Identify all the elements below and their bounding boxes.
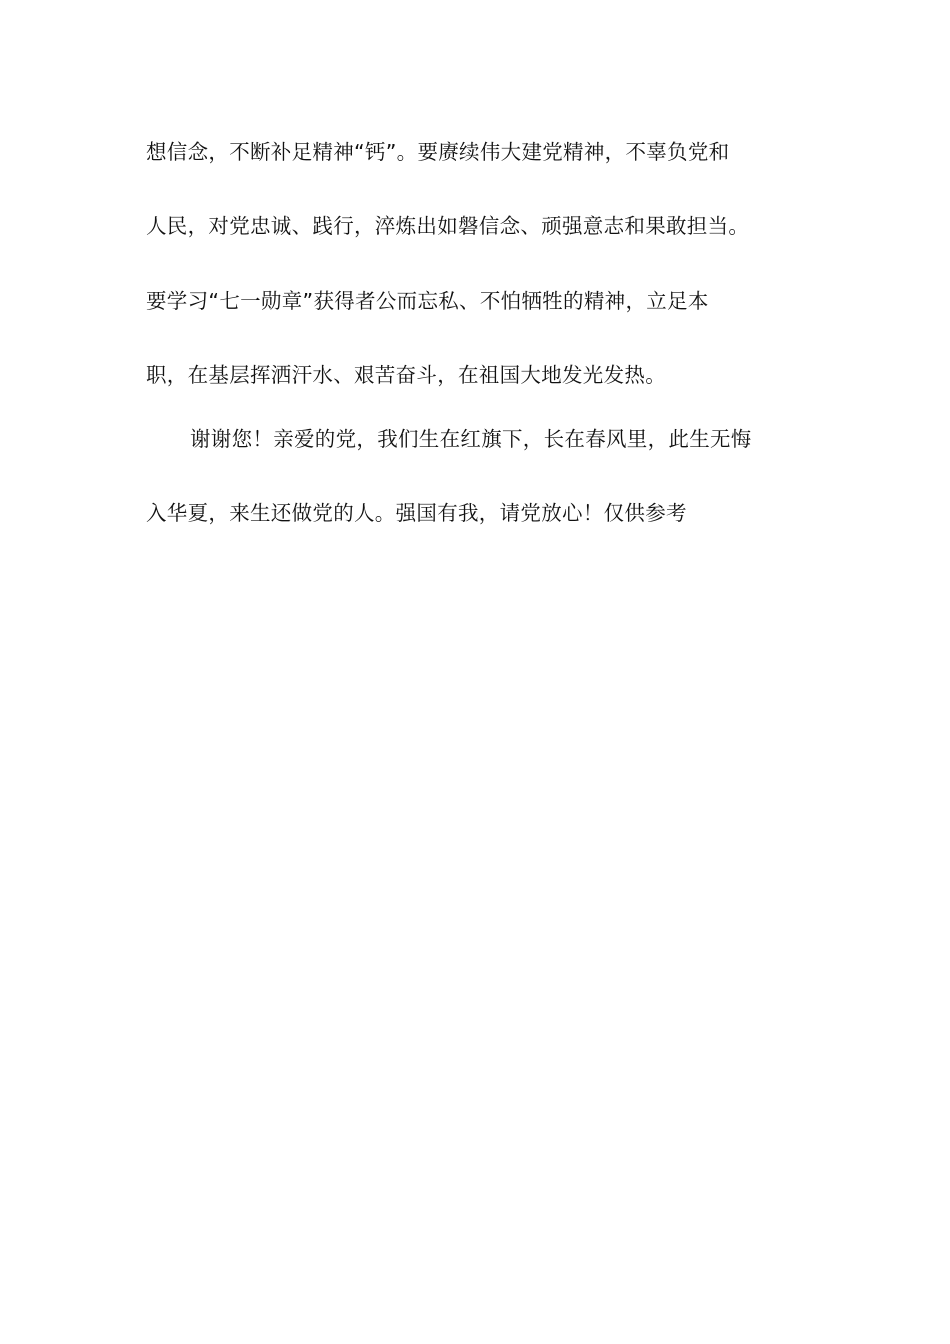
paragraph-line-6: 入华夏，来生还做党的人。强国有我，请党放心！仅供参考 [146,501,687,525]
paragraph-line-1: 想信念，不断补足精神“钙”。要赓续伟大建党精神，不辜负党和 [146,140,730,164]
paragraph-line-3: 要学习“七一勋章”获得者公而忘私、不怕牺牲的精神，立足本 [146,289,709,313]
paragraph-line-5: 谢谢您！亲爱的党，我们生在红旗下，长在春风里，此生无悔 [190,427,752,451]
paragraph-line-4: 职，在基层挥洒汗水、艰苦奋斗，在祖国大地发光发热。 [146,363,666,387]
paragraph-line-2: 人民，对党忠诚、践行，淬炼出如磐信念、顽强意志和果敢担当。 [146,214,750,238]
